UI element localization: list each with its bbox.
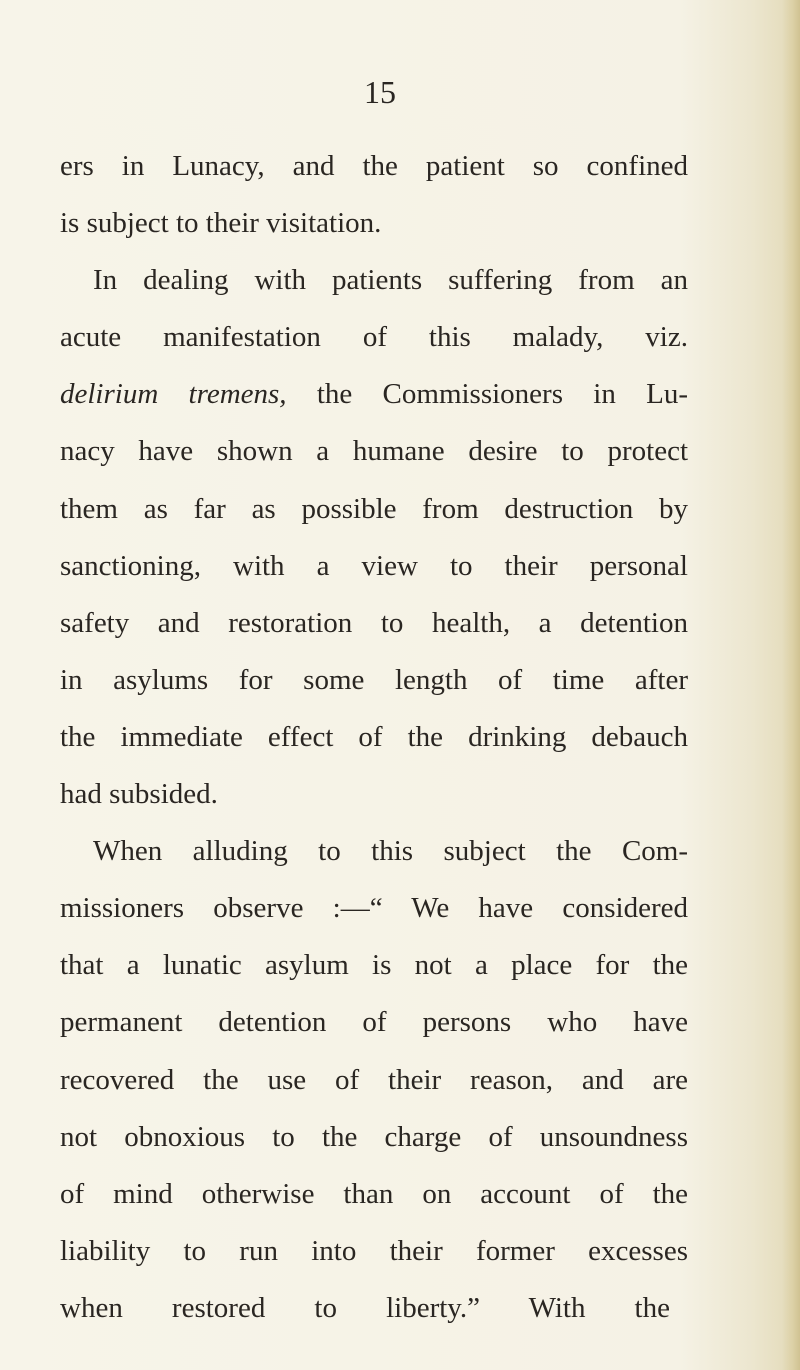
- text-line: when restored to liberty.” With the: [60, 1291, 670, 1324]
- italic-term: delirium tremens,: [60, 378, 287, 411]
- text-fragment: the Commissioners in Lu-: [286, 378, 688, 411]
- text-line: ers in Lunacy, and the patient so confined: [60, 150, 688, 182]
- text-line: recovered the use of their reason, and are: [60, 1063, 688, 1096]
- text-line: not obnoxious to the charge of unsoundness: [60, 1120, 688, 1153]
- text-line: missioners observe :—“ We have considered: [60, 892, 688, 925]
- body-text: [60, 138, 688, 1337]
- text-line: sanctioning, with a view to their personal: [60, 549, 688, 582]
- text-line: [60, 366, 688, 423]
- text-line: nacy have shown a humane desire to protect: [60, 435, 688, 468]
- text-line: In dealing with patients suffering from an: [93, 264, 688, 297]
- text-line: had subsided.: [60, 778, 218, 811]
- page-edge-shadow: [782, 0, 800, 1370]
- text-line: that a lunatic asylum is not a place for the: [60, 949, 688, 982]
- text-line: When alluding to this subject the Com-: [93, 835, 688, 868]
- text-line: liability to run into their former excesses: [60, 1234, 688, 1267]
- text-line: the immediate effect of the drinking debauch: [60, 720, 688, 753]
- text-line: is subject to their visitation.: [60, 207, 382, 240]
- page-number: 15: [364, 74, 396, 110]
- text-line: in asylums for some length of time after: [60, 663, 688, 696]
- text-line: them as far as possible from destruction by: [60, 492, 688, 525]
- text-line: permanent detention of persons who have: [60, 1006, 688, 1039]
- text-line: acute manifestation of this malady, viz.: [60, 321, 688, 354]
- text-line: safety and restoration to health, a detention: [60, 606, 688, 639]
- text-line: of mind otherwise than on account of the: [60, 1177, 688, 1210]
